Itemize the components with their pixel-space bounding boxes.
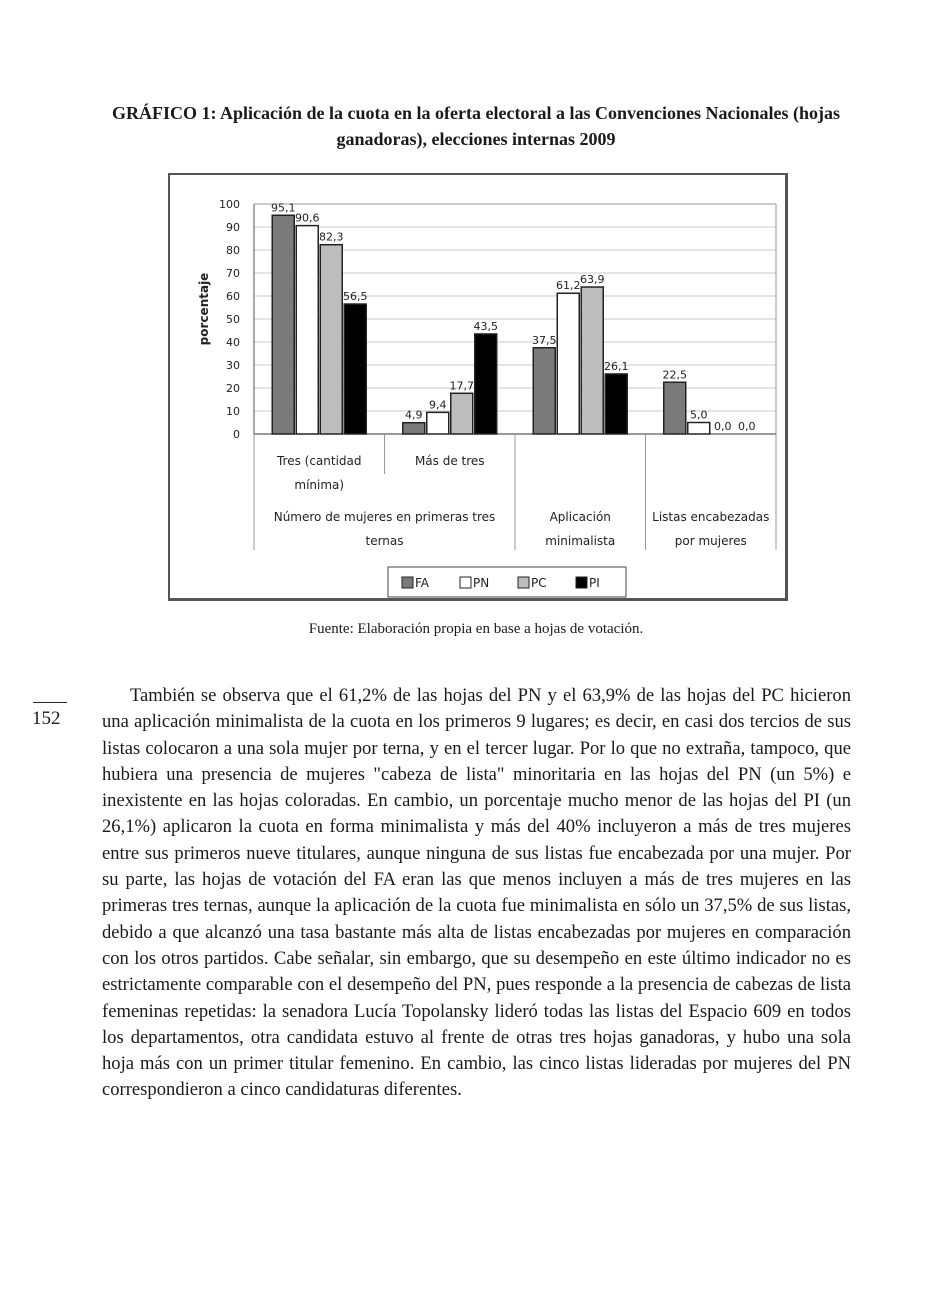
bar-fa bbox=[272, 215, 294, 434]
data-label: 43,5 bbox=[473, 319, 498, 333]
legend-label: PN bbox=[473, 576, 490, 590]
y-tick-label: 50 bbox=[226, 313, 240, 326]
bar-pn bbox=[296, 226, 318, 434]
bar-pi bbox=[344, 304, 366, 434]
data-label: 4,9 bbox=[405, 408, 423, 422]
y-tick-label: 60 bbox=[226, 290, 240, 303]
legend-swatch-pn bbox=[460, 577, 471, 588]
y-tick-label: 10 bbox=[226, 405, 240, 418]
x-tick-label: Más de tres bbox=[414, 454, 485, 468]
legend-swatch-fa bbox=[402, 577, 413, 588]
bar-pc bbox=[320, 245, 342, 434]
figure-caption: Fuente: Elaboración propia en base a hojas de votación. bbox=[308, 621, 644, 637]
data-label: 63,9 bbox=[580, 273, 605, 287]
data-label: 90,6 bbox=[295, 211, 320, 225]
data-label: 9,4 bbox=[429, 398, 447, 412]
page-number: 152 bbox=[32, 708, 61, 729]
bar-pc bbox=[451, 393, 473, 434]
bar-chart bbox=[168, 173, 788, 601]
figure-title: GRÁFICO 1: Aplicación de la cuota en la oferta electoral a las Convenciones Nacionales (hojas ganadoras), elecciones internas 2009 bbox=[112, 103, 840, 149]
legend-label: PC bbox=[531, 576, 547, 590]
data-label: 37,5 bbox=[532, 333, 557, 347]
bar-pi bbox=[475, 334, 497, 434]
y-tick-label: 20 bbox=[226, 382, 240, 395]
data-label: 82,3 bbox=[319, 230, 344, 244]
legend-label: PI bbox=[589, 576, 600, 590]
x-group-label: ternas bbox=[365, 534, 404, 548]
data-label: 95,1 bbox=[271, 201, 296, 215]
data-label: 0,0 bbox=[714, 420, 732, 433]
y-tick-label: 40 bbox=[226, 336, 240, 349]
x-tick-label: Listas encabezadas bbox=[652, 510, 770, 524]
data-label: 61,2 bbox=[556, 279, 581, 293]
y-tick-label: 80 bbox=[226, 244, 240, 257]
legend-swatch-pi bbox=[576, 577, 587, 588]
data-label: 22,5 bbox=[662, 368, 687, 382]
bar-pn bbox=[427, 412, 449, 434]
page-number-rule bbox=[33, 702, 67, 703]
bar-fa bbox=[403, 423, 425, 434]
bar-pn bbox=[557, 293, 579, 434]
x-tick-label: por mujeres bbox=[674, 534, 747, 548]
y-tick-label: 30 bbox=[226, 359, 240, 372]
legend-label: FA bbox=[415, 576, 430, 590]
legend-swatch-pc bbox=[518, 577, 529, 588]
x-tick-label: mínima) bbox=[294, 478, 345, 492]
y-tick-label: 90 bbox=[226, 221, 240, 234]
data-label: 56,5 bbox=[343, 290, 368, 304]
y-tick-label: 70 bbox=[226, 267, 240, 280]
bar-pn bbox=[688, 423, 710, 435]
bar-pi bbox=[605, 374, 627, 434]
body-paragraph: También se observa que el 61,2% de las hojas del PN y el 63,9% de las hojas del PC hicieron una aplicación minimalista de la cuota en los primeros 9 lugares; es decir, en casi dos tercios de sus listas colocaron a una sola mujer por terna, y en el tercer lugar. Por lo que no extraña, tampoco, que hubiera una presencia de mujeres "cabeza de lista" minoritaria en las hojas del PN (un 5%) e inexistente en las hojas coloradas. En cambio, un porcentaje mucho menor de las hojas del PI (un 26,1%) aplicaron la cuota en forma minimalista y más del 40% incluyeron a más de tres mujeres entre sus primeros nueve titulares, aunque ninguna de sus listas fue encabezada por una mujer. Por su parte, las hojas de votación del FA eran las que menos incluyen a más de tres mujeres en las primeras tres ternas, aunque la aplicación de la cuota fue minimalista en sólo un 37,5% de sus listas, debido a que alcanzó una tasa bastante más alta de listas encabezadas por mujeres en comparación con los otros partidos. Cabe señalar, sin embargo, que su desempeño en este último indicador no es estrictamente comparable con el desempeño del PN, pues responde a la presencia de cabezas de lista femeninas repetidas: la senadora Lucía Topolansky lideró todas las listas del Espacio 609 en todos los departamentos, otra candidata estuvo al frente de otras tres hojas ganadoras, y hubo una sola hoja más con un primer titular femenino. En cambio, las cinco listas lideradas por mujeres del PN correspondieron a cinco candidaturas diferentes. bbox=[102, 685, 851, 1101]
y-tick-label: 100 bbox=[219, 198, 240, 211]
bar-fa bbox=[664, 382, 686, 434]
y-tick-label: 0 bbox=[233, 428, 240, 441]
bar-fa bbox=[533, 348, 555, 434]
x-tick-label: Aplicación bbox=[549, 510, 611, 524]
x-tick-label: minimalista bbox=[545, 534, 616, 548]
data-label: 5,0 bbox=[690, 408, 708, 422]
x-group-label: Número de mujeres en primeras tres bbox=[273, 510, 496, 524]
data-label: 26,1 bbox=[604, 359, 629, 373]
y-axis-label: porcentaje bbox=[197, 272, 211, 346]
data-label: 0,0 bbox=[738, 420, 756, 433]
bar-pc bbox=[581, 287, 603, 434]
x-tick-label: Tres (cantidad bbox=[276, 454, 362, 468]
data-label: 17,7 bbox=[449, 379, 474, 393]
bar-chart-svg bbox=[170, 175, 786, 599]
